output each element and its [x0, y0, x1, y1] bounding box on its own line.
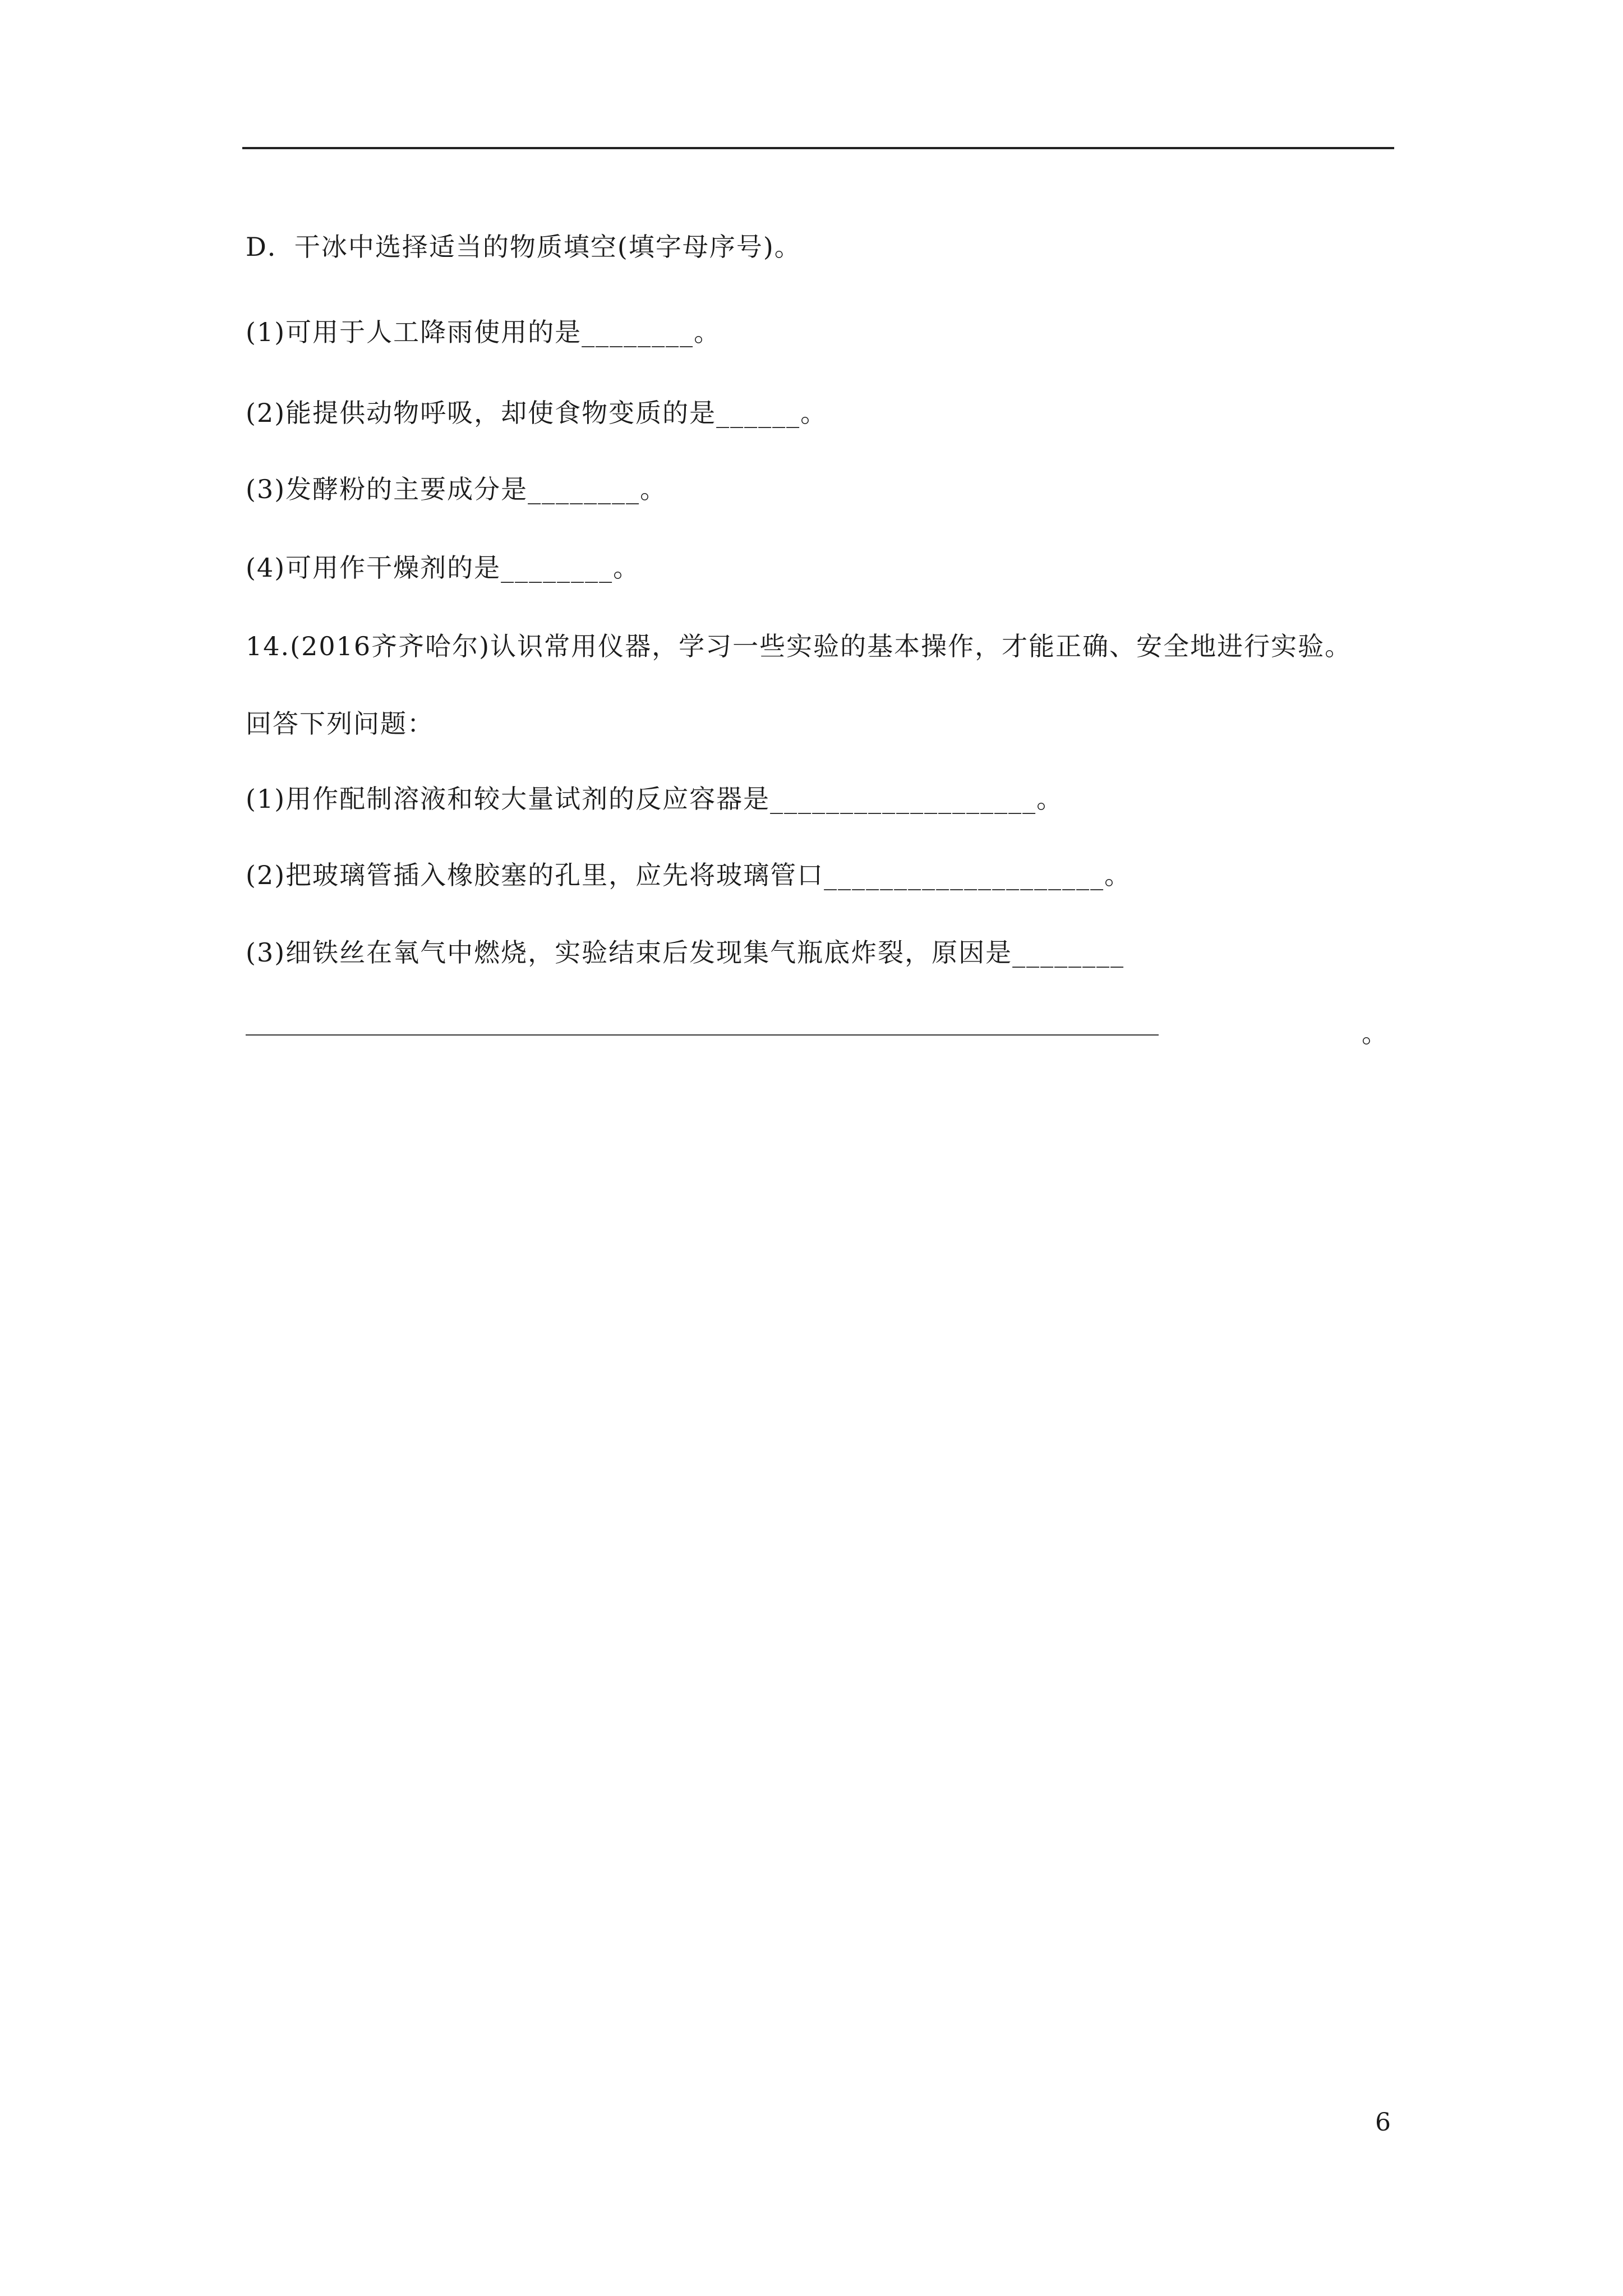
question-13-part-1: (1)可用于人工降雨使用的是________。: [246, 317, 721, 347]
question-13-part-4: (4)可用作干燥剂的是________。: [246, 553, 640, 583]
option-d-line: D．干冰中选择适当的物质填空(填字母序号)。: [246, 232, 801, 262]
page-number: 6: [1375, 2108, 1391, 2137]
sentence-end-mark: 。: [1362, 1018, 1387, 1048]
header-rule: [242, 147, 1394, 149]
question-14-part-2: (2)把玻璃管插入橡胶塞的孔里，应先将玻璃管口____________________。: [246, 860, 1132, 890]
answer-blank-line: [246, 1034, 1159, 1036]
question-14-part-3: (3)细铁丝在氧气中燃烧，实验结束后发现集气瓶底炸裂，原因是________: [246, 937, 1125, 968]
question-13-part-2: (2)能提供动物呼吸，却使食物变质的是______。: [246, 398, 828, 428]
question-14-part-1: (1)用作配制溶液和较大量试剂的反应容器是___________________。: [246, 784, 1064, 814]
question-14-stem: 14.(2016齐齐哈尔)认识常用仪器，学习一些实验的基本操作，才能正确、安全地进行实验。: [246, 631, 1352, 661]
question-13-part-3: (3)发酵粉的主要成分是________。: [246, 474, 667, 504]
question-14-instruction: 回答下列问题：: [246, 708, 434, 739]
